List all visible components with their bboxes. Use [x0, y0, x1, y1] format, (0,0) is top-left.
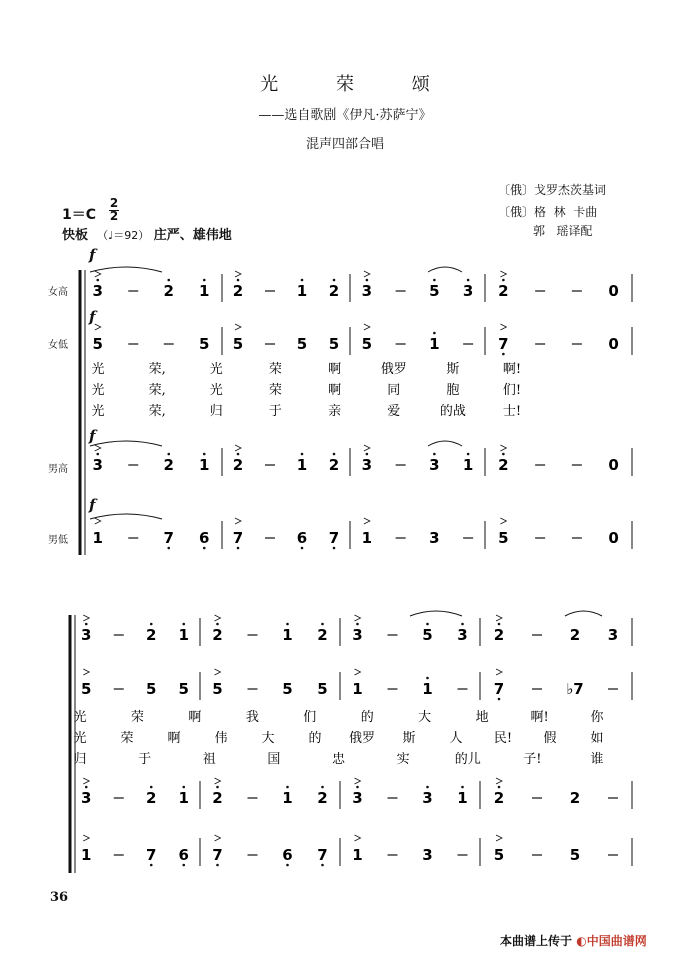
lyricist-credit: 〔俄〕戈罗杰茨基词: [498, 183, 607, 197]
system1-tenor-accent: [364, 445, 370, 451]
system2-alto-note: 7: [493, 680, 505, 698]
system1-soprano-accent: [95, 271, 101, 277]
lyrics1-syllable: 光: [209, 362, 223, 377]
system2-tenor-note: 2: [493, 789, 505, 807]
system1-alto-low-dot: [502, 353, 505, 356]
system1-tenor-high-dot: [167, 453, 170, 456]
system1-bass-accent: [500, 518, 506, 524]
system1-tenor-note: 1: [199, 456, 210, 474]
expression-mark: 庄严、雄伟地: [153, 228, 232, 243]
lyrics2-syllable: 荣: [130, 710, 144, 725]
system2-tenor-note: 3: [352, 789, 363, 807]
system1-bass-low-dot: [167, 547, 170, 550]
system2-tenor-note: 1: [457, 789, 468, 807]
system2-tenor-high-dot: [461, 786, 464, 789]
metronome-mark: （♩＝92）: [97, 229, 150, 242]
system1-alto-note: 5: [199, 335, 210, 353]
system1-tenor-note: 3: [361, 456, 373, 474]
system2-bass-accent: [355, 835, 361, 841]
system2-bass-accent: [83, 835, 89, 841]
system2-soprano-accent: [83, 615, 89, 621]
system2-soprano-slur: [410, 611, 462, 616]
voice-label-tenor: 男高: [48, 464, 68, 475]
system1-bass-note: 1: [92, 529, 103, 547]
system1-soprano-note: 5: [429, 282, 440, 300]
system2-soprano-accent: [496, 615, 502, 621]
system1-tenor-note: 1: [462, 456, 474, 474]
system2-tenor-accent: [355, 778, 361, 784]
dynamic-alto: f: [89, 308, 96, 326]
system1-soprano-accent: [235, 271, 241, 277]
time-sig-bottom: 2: [109, 209, 119, 223]
system2-bass-note: 6: [282, 846, 293, 864]
lyrics2-syllable: 假: [543, 731, 557, 746]
system1-soprano-note: 2: [328, 282, 340, 300]
system2-soprano-high-dot: [85, 623, 88, 626]
lyrics1-syllable: 胞: [446, 383, 460, 398]
system2-soprano-high-dot: [286, 623, 289, 626]
system2-bass-note: 7: [212, 846, 223, 864]
system2-tenor-note: 3: [422, 789, 433, 807]
system1-soprano-high-dot: [333, 279, 336, 282]
system2-bass-note: 1: [352, 846, 363, 864]
system1-soprano-note: 0: [608, 282, 619, 300]
lyrics1-syllable: 啊: [328, 383, 342, 398]
system1-tenor-high-dot: [433, 453, 436, 456]
lyrics2-syllable: 人: [449, 731, 463, 746]
lyrics1-syllable: 荣,: [148, 362, 166, 377]
system2-tenor-high-dot: [150, 786, 153, 789]
system1-tenor-slur: [90, 441, 162, 446]
footer-credit: [500, 932, 647, 949]
system1-soprano-high-dot: [366, 279, 369, 282]
system2-alto-note: 5: [282, 680, 293, 698]
system1-bass-note: 3: [429, 529, 440, 547]
lyrics2-syllable: 忠: [331, 752, 346, 767]
system2-soprano-high-dot: [150, 623, 153, 626]
lyrics2-syllable: 光: [73, 731, 87, 746]
system2-soprano-note: 3: [81, 626, 92, 644]
lyrics2-syllable: 祖: [202, 752, 216, 767]
system1-tenor-high-dot: [203, 453, 206, 456]
system2-alto-accent: [215, 669, 221, 675]
system1-bass-slur: [90, 514, 162, 519]
system2-soprano-note: 2: [493, 626, 505, 644]
system1-soprano-note: 2: [232, 282, 244, 300]
system2-bass-low-dot: [150, 864, 153, 867]
lyrics1-syllable: 荣,: [148, 404, 166, 419]
lyrics2-syllable: 的: [360, 710, 374, 725]
system1-alto-note: 1: [429, 335, 440, 353]
system1-bass-note: 7: [328, 529, 340, 547]
lyrics2-syllable: 的儿: [454, 752, 481, 767]
system1-soprano-high-dot: [203, 279, 206, 282]
system2-tenor-note: 2: [212, 789, 223, 807]
lyrics2-syllable: 伟: [214, 731, 228, 746]
system1-tenor-accent: [235, 445, 241, 451]
system2-alto-note: 5: [212, 680, 223, 698]
system1-soprano-high-dot: [467, 279, 470, 282]
lyrics2-syllable: 实: [396, 752, 410, 767]
lyrics2-syllable: 归: [73, 752, 87, 767]
lyrics2-syllable: 大: [261, 731, 275, 746]
system2-tenor-high-dot: [321, 786, 324, 789]
system1-soprano-note: 2: [498, 282, 509, 300]
system1-alto-accent: [95, 324, 101, 330]
system1-bass-low-dot: [301, 547, 304, 550]
system2-bass-accent: [496, 835, 502, 841]
system1-alto-accent: [364, 324, 370, 330]
footer-text: 本曲谱上传于: [500, 934, 573, 948]
system2-soprano-high-dot: [216, 623, 219, 626]
lyrics1-syllable: 光: [209, 383, 223, 398]
system1-bass-note: 1: [361, 529, 373, 547]
system2-tenor-note: 3: [81, 789, 92, 807]
lyrics1-syllable: 啊!: [502, 362, 522, 377]
system1-alto-note: 5: [296, 335, 308, 353]
lyrics2-syllable: 我: [245, 710, 259, 725]
lyrics2-syllable: 地: [475, 710, 489, 725]
system2-alto-accent: [355, 669, 361, 675]
system2-soprano-high-dot: [461, 623, 464, 626]
system1-soprano-high-dot: [502, 279, 505, 282]
system2-tenor-note: 2: [569, 789, 581, 807]
system2-soprano-accent: [355, 615, 361, 621]
system2-tenor-note: 2: [146, 789, 157, 807]
system1-soprano-high-dot: [433, 279, 436, 282]
lyrics2-syllable: 啊: [188, 710, 202, 725]
dynamic-bass: f: [89, 496, 96, 514]
lyrics1-syllable: 光: [91, 404, 105, 419]
system1-alto-accent: [235, 324, 241, 330]
system2-bass-note: 1: [81, 846, 92, 864]
system1-tenor-high-dot: [333, 453, 336, 456]
system2-soprano-accent: [215, 615, 221, 621]
system2-alto-accent: [83, 669, 89, 675]
lyrics1-syllable: 士!: [502, 404, 522, 419]
lyrics1-syllable: 亲: [328, 404, 342, 419]
system1-soprano-accent: [500, 271, 506, 277]
system1-soprano-high-dot: [167, 279, 170, 282]
system2-bass-low-dot: [216, 864, 219, 867]
system1-tenor-accent: [95, 445, 101, 451]
lyrics1-syllable: 爱: [387, 404, 401, 419]
system2-bass-note: 7: [146, 846, 157, 864]
system1-alto-accent: [500, 324, 506, 330]
site-logo: ◐中国曲谱网: [576, 934, 647, 948]
system1-tenor-slur: [428, 441, 462, 446]
tempo-term: 快板: [62, 228, 89, 243]
system1-soprano-note: 1: [296, 282, 308, 300]
lyrics1-syllable: 荣: [268, 362, 282, 377]
lyrics2-syllable: 们: [303, 710, 317, 725]
lyrics2-syllable: 如: [590, 731, 604, 746]
system2-bass-low-dot: [182, 864, 185, 867]
site-logo-text: 中国曲谱网: [586, 934, 647, 948]
system2-bass-note: 5: [493, 846, 505, 864]
system1-alto-note: 7: [498, 335, 509, 353]
system2-soprano-high-dot: [321, 623, 324, 626]
voice-label-soprano: 女高: [48, 287, 68, 298]
translator-credit: 郭 瑶译配: [533, 224, 593, 238]
system1-tenor-note: 1: [296, 456, 308, 474]
system2-tenor-high-dot: [356, 786, 359, 789]
system2-bass-accent: [215, 835, 221, 841]
system2-tenor-accent: [215, 778, 221, 784]
system1-tenor-high-dot: [301, 453, 304, 456]
system2-alto-note: 1: [422, 680, 433, 698]
lyrics2-syllable: 民!: [493, 731, 513, 746]
system1-tenor-high-dot: [96, 453, 99, 456]
system1-tenor-note: 2: [328, 456, 340, 474]
system1-soprano-note: 1: [199, 282, 210, 300]
system2-tenor-high-dot: [498, 786, 501, 789]
lyrics2-syllable: 谁: [590, 752, 604, 767]
system1-alto-high-dot: [433, 332, 436, 335]
dynamic-soprano: f: [89, 246, 96, 264]
system1-alto-note: 0: [608, 335, 619, 353]
system2-soprano-note: 3: [457, 626, 468, 644]
system2-soprano-note: 2: [146, 626, 157, 644]
lyrics2-syllable: 啊: [167, 731, 181, 746]
lyrics1-syllable: 归: [209, 404, 223, 419]
system2-tenor-high-dot: [426, 786, 429, 789]
lyrics1-syllable: 同: [387, 383, 401, 398]
system1-tenor-note: 2: [498, 456, 509, 474]
lyrics2-syllable: 你: [590, 710, 604, 725]
system2-soprano-note: 1: [178, 626, 189, 644]
system2-soprano-high-dot: [426, 623, 429, 626]
system1-tenor-high-dot: [502, 453, 505, 456]
lyrics2-syllable: 光: [73, 710, 87, 725]
system1-tenor-high-dot: [366, 453, 369, 456]
system1-soprano-high-dot: [301, 279, 304, 282]
system1-soprano-slur: [428, 267, 462, 272]
system1-soprano-note: 2: [163, 282, 174, 300]
system2-tenor-note: 2: [317, 789, 328, 807]
system1-soprano-accent: [364, 271, 370, 277]
lyrics2-syllable: 子!: [523, 752, 542, 767]
system1-tenor-accent: [500, 445, 506, 451]
lyrics2-syllable: 俄罗: [348, 731, 376, 746]
system1-tenor-note: 2: [163, 456, 174, 474]
system2-soprano-note: 2: [569, 626, 581, 644]
system2-bass-note: 7: [317, 846, 328, 864]
lyrics1-syllable: 荣,: [148, 383, 166, 398]
lyrics1-syllable: 于: [268, 404, 282, 419]
lyrics2-syllable: 大: [418, 710, 432, 725]
system2-bass-note: 5: [569, 846, 581, 864]
system1-alto-note: 5: [92, 335, 103, 353]
system2-soprano-note: 3: [607, 626, 619, 644]
system2-tenor-note: 1: [282, 789, 293, 807]
system1-tenor-high-dot: [237, 453, 240, 456]
system1-soprano-slur: [90, 267, 162, 272]
voice-label-alto: 女低: [48, 340, 68, 351]
system2-soprano-high-dot: [498, 623, 501, 626]
dynamic-tenor: f: [89, 427, 96, 445]
page-title: 光 荣 颂: [260, 74, 456, 95]
system2-soprano-note: 3: [352, 626, 363, 644]
lyrics1-syllable: 斯: [446, 362, 460, 377]
lyrics2-syllable: 于: [138, 752, 152, 767]
system2-alto-note: 5: [317, 680, 328, 698]
system1-bass-note: 0: [608, 529, 619, 547]
lyrics1-syllable: 的战: [439, 404, 466, 419]
lyrics1-syllable: 光: [91, 383, 105, 398]
system1-alto-note: 5: [328, 335, 340, 353]
lyrics2-syllable: 的: [308, 731, 322, 746]
system1-tenor-note: 0: [608, 456, 619, 474]
system1-bass-accent: [235, 518, 241, 524]
lyrics1-syllable: 俄罗: [380, 362, 407, 377]
choir-type: 混声四部合唱: [305, 137, 384, 152]
system2-bass-note: 6: [178, 846, 189, 864]
system1-bass-note: 5: [498, 529, 509, 547]
system1-bass-low-dot: [237, 547, 240, 550]
system1-alto-note: 5: [361, 335, 373, 353]
lyrics2-syllable: 啊!: [530, 710, 549, 725]
system1-soprano-note: 3: [361, 282, 373, 300]
system1-bass-accent: [95, 518, 101, 524]
system2-alto-high-dot: [426, 677, 429, 680]
system2-alto-accent: [496, 669, 502, 675]
lyrics1-syllable: 们!: [502, 383, 522, 398]
system2-tenor-high-dot: [286, 786, 289, 789]
system2-tenor-accent: [496, 778, 502, 784]
system1-soprano-high-dot: [237, 279, 240, 282]
system1-bass-low-dot: [203, 547, 206, 550]
system2-alto-note: 5: [146, 680, 157, 698]
system1-bass-low-dot: [333, 547, 336, 550]
system1-alto-note: 5: [232, 335, 244, 353]
key-signature: 1＝C: [62, 207, 97, 223]
system2-soprano-slur: [565, 611, 602, 616]
system1-bass-note: 6: [199, 529, 210, 547]
system2-alto-note: 5: [81, 680, 92, 698]
system2-bass-note: 3: [422, 846, 433, 864]
system2-bass-low-dot: [286, 864, 289, 867]
system2-soprano-high-dot: [182, 623, 185, 626]
system2-soprano-note: 2: [317, 626, 328, 644]
system2-soprano-note: 2: [212, 626, 223, 644]
system1-bass-accent: [364, 518, 370, 524]
system1-bass-note: 7: [163, 529, 174, 547]
system2-alto-note: ♭7: [566, 680, 584, 698]
lyrics1-syllable: 光: [91, 362, 105, 377]
lyrics2-syllable: 荣: [120, 731, 134, 746]
system1-tenor-note: 2: [232, 456, 244, 474]
system2-soprano-note: 5: [422, 626, 433, 644]
system1-soprano-note: 3: [462, 282, 474, 300]
system1-soprano-high-dot: [96, 279, 99, 282]
system2-alto-low-dot: [498, 698, 501, 701]
system1-bass-note: 7: [232, 529, 244, 547]
voice-label-bass: 男低: [48, 535, 68, 546]
system2-tenor-high-dot: [182, 786, 185, 789]
system2-tenor-note: 1: [178, 789, 189, 807]
lyrics2-syllable: 斯: [402, 731, 416, 746]
system2-soprano-high-dot: [356, 623, 359, 626]
system1-tenor-high-dot: [467, 453, 470, 456]
system2-tenor-high-dot: [216, 786, 219, 789]
system1-tenor-note: 3: [92, 456, 103, 474]
system2-soprano-note: 1: [282, 626, 293, 644]
lyrics1-syllable: 荣: [268, 383, 282, 398]
system1-bass-note: 6: [296, 529, 308, 547]
system2-bass-low-dot: [321, 864, 324, 867]
lyrics1-syllable: 啊: [328, 362, 342, 377]
system2-tenor-accent: [83, 778, 89, 784]
time-sig-top: 2: [109, 196, 119, 210]
composer-credit: 〔俄〕格 林 卡曲: [498, 205, 598, 219]
system2-tenor-high-dot: [85, 786, 88, 789]
system1-soprano-note: 3: [92, 282, 103, 300]
page-number: 36: [50, 890, 69, 905]
system2-alto-note: 5: [178, 680, 189, 698]
lyrics2-syllable: 国: [267, 752, 281, 767]
system2-alto-note: 1: [352, 680, 363, 698]
system1-tenor-note: 3: [429, 456, 440, 474]
subtitle: ——选自歌剧《伊凡·苏萨宁》: [258, 108, 432, 123]
